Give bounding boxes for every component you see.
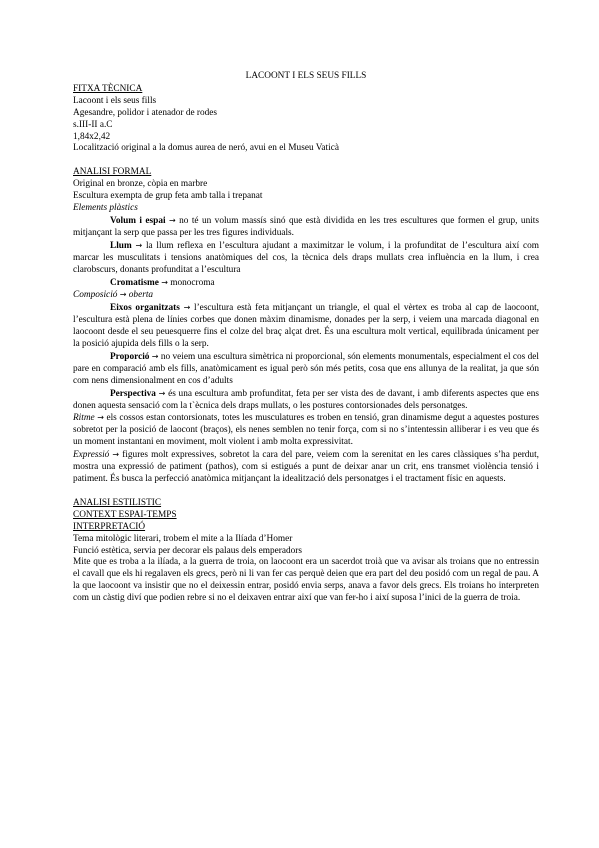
fitxa-line: Localització original a la domus aurea de neró, avui en el Museu Vaticà xyxy=(73,143,339,154)
arrow-icon: → xyxy=(119,290,127,300)
llum-text: la llum reflexa en l’escultura ajudant a maximitzar le volum, i la profunditat de l’escultura així com marcar les musculitats i tensions anatòmiques del cos, la tècnica dels draps mullats crea influència en la llum, i crea clarobscurs, donants profunditat a l’escultura xyxy=(73,240,539,275)
perspectiva-term: Perspectiva xyxy=(110,388,156,399)
eixos-term: Eixos organitzats xyxy=(110,303,180,314)
arrow-icon: → xyxy=(161,277,168,287)
arrow-icon: → xyxy=(135,240,143,250)
eixos-text: l’escultura està feta mitjançant un triangle, el qual el vèrtex es troba al cap de laocoont, l’escultura està plena de línies corbes que donen màxim dinamisme, donades per la serp, i veiem una marcada diagonal en laocoont desde el seu peuesquerre fins el colze del braç alçat dret. És una escultura molt vertical, equilibrada únicament per la posició ajupida dels fills o la serp. xyxy=(73,303,539,350)
arrow-icon: → xyxy=(169,215,176,225)
composicio-value: oberta xyxy=(126,290,154,301)
llum-term: Llum xyxy=(110,240,132,251)
arrow-icon: → xyxy=(183,303,191,313)
interpretacio-heading: INTERPRETACIÓ xyxy=(73,521,146,532)
fitxa-line: s.III-II a.C xyxy=(73,119,113,130)
composicio-label: Composició xyxy=(73,290,118,301)
proporcio-term: Proporció xyxy=(110,351,150,362)
ritme-paragraph xyxy=(73,412,539,449)
fitxa-heading: FITXA TÈCNICA xyxy=(73,83,143,94)
proporcio-paragraph xyxy=(73,351,539,388)
proporcio-text: no veiem una escultura simètrica ni proporcional, són elements monumentals, especialment el cos del pare en comparació amb els fills, anatòmicament es igual però són més petits, cosa que ens allunya de la realitat, ja que són com nens dimensionalment en cos d’adults xyxy=(73,351,539,386)
formal-heading: ANALISI FORMAL xyxy=(73,167,152,178)
arrow-icon: → xyxy=(158,388,166,398)
fitxa-line: 1,84x2,42 xyxy=(73,131,111,142)
elements-label: Elements plàstics xyxy=(73,203,138,214)
perspectiva-text: és una escultura amb profunditat, feta per ser vista des de davant, i amb diferents aspectes que ens donen aquesta sensació com la t`ècnica dels draps mullats, o les postures contorsionades dels personatges. xyxy=(73,388,539,411)
tema-line: Tema mitològic literari, trobem el mite a la Ilíada d’Homer xyxy=(73,533,293,544)
expressio-paragraph xyxy=(73,449,539,486)
volum-paragraph xyxy=(73,215,539,240)
ritme-text: els cossos estan contorsionats, totes les musculatures es troben en tensió, gran dinamisme degut a aquestes postures sobretot per la posició de laocont (braços), els nenes semblen no tenir força, com si no s’intentessin alliberar i es veu que és un moment instantani en moviment, molt violent i amb molta expressivitat. xyxy=(73,413,539,448)
volum-text: no té un volum massís sinó que està dividida en les tres escultures que formen el grup, units mitjançant la serp que passa per les tres figures individuals. xyxy=(73,215,539,238)
arrow-icon: → xyxy=(112,450,120,460)
perspectiva-paragraph xyxy=(73,388,539,413)
context-heading: CONTEXT ESPAI-TEMPS xyxy=(73,509,177,520)
expressio-text: figures molt expressives, sobretot la cara del pare, veiem com la serenitat en les cares clàssiques s’ha perdut, mostra una expressió de patiment (pathos), com si estigués a punt de deixar anar un crit, ens transmet violència tensió i patiment. És busca la perfecció anatòmica mitjançant la idealització dels personatges i el tractament físic en aquests. xyxy=(73,450,539,484)
formal-line: Escultura exempta de grup feta amb talla i trepanat xyxy=(73,191,263,202)
estilistic-heading: ANALISI ESTILISTIC xyxy=(73,497,162,508)
formal-line: Original en bronze, còpia en marbre xyxy=(73,179,208,190)
document-title: LACOONT I ELS SEUS FILLS xyxy=(245,71,367,81)
volum-term: Volum i espai xyxy=(110,215,166,226)
fitxa-line: Agesandre, polidor i atenador de rodes xyxy=(73,107,218,118)
ritme-label: Ritme xyxy=(73,413,95,424)
spacer xyxy=(73,486,539,498)
fitxa-line: Lacoont i els seus fills xyxy=(73,95,157,106)
cromatisme-term: Cromatisme xyxy=(110,277,159,288)
composicio-line xyxy=(73,289,539,302)
funcio-line: Funció estètica, servia per decorar els palaus dels emperadors xyxy=(73,545,302,556)
cromatisme-text: monocroma xyxy=(167,277,215,288)
cromatisme-paragraph xyxy=(73,277,539,290)
arrow-icon: → xyxy=(151,351,159,361)
arrow-icon: → xyxy=(97,413,104,423)
expressio-label: Expressió xyxy=(73,450,110,461)
spacer xyxy=(73,155,539,167)
mite-paragraph: Mite que es troba a la ilíada, a la guerra de troia, on laocoont era un sacerdot troià que va avisar als troians que no entressin el cavall que els hi regalaven els grecs, però ni li van fer cas perquè deien que era part del deu posidó com un regal de pau. A la que laocoont va insistir que no el deixessin entrar, posidó envia serps, anava a favor dels grecs. Els troians ho interpreten com un càstig diví que podien rebre si no el deixaven entrar així que van fer-ho i així suposa l’inici de la guerra de troia. xyxy=(73,557,539,604)
eixos-paragraph xyxy=(73,302,539,351)
llum-paragraph xyxy=(73,240,539,277)
